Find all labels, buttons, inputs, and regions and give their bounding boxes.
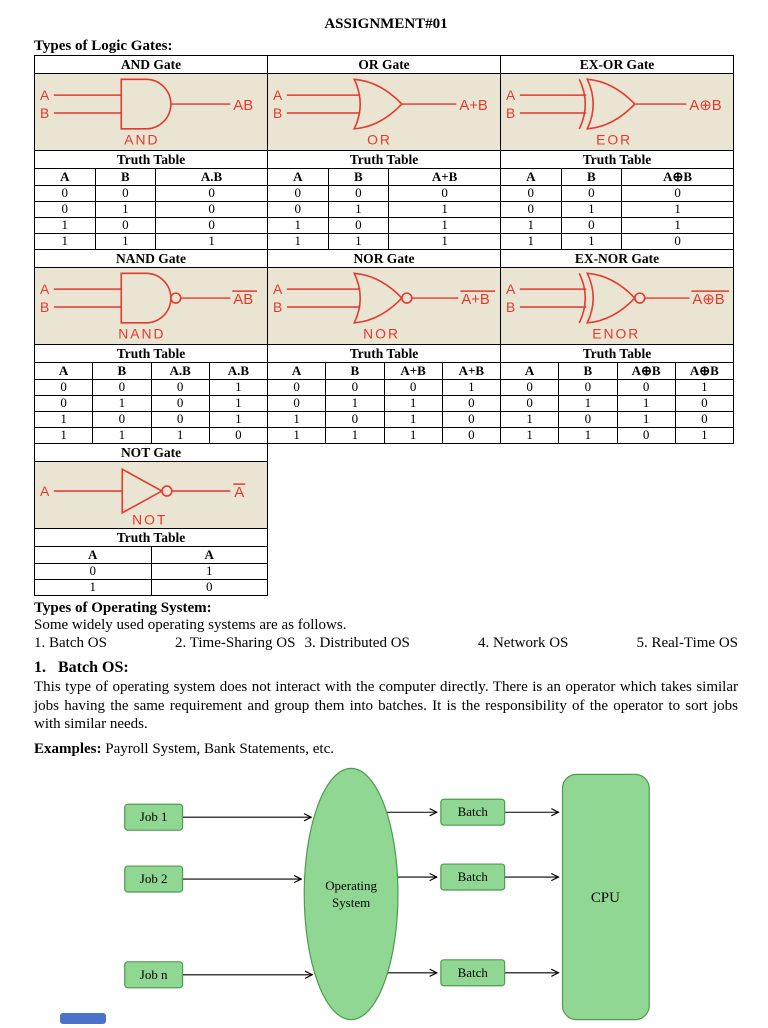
nand-gate-shape (121, 273, 171, 323)
truth-table-cell: 1 (35, 412, 93, 428)
truth-table-body (35, 547, 268, 596)
batch-os-heading (34, 659, 738, 677)
truth-table-header-cell: A+B (389, 169, 501, 186)
truth-table-cell: 1 (151, 428, 209, 444)
truth-table-cell: 1 (501, 428, 559, 444)
gate-type-label: NOT (132, 511, 168, 528)
truth-table-header-cell: A (501, 169, 562, 186)
truth-table-cell: 1 (561, 202, 622, 218)
batch-node-3 (441, 960, 505, 986)
truth-table-header-cell: A (268, 169, 329, 186)
os-list-item: 3. Distributed OS (304, 635, 410, 651)
xor-gate-shape (587, 79, 635, 129)
nand-gate-block (34, 249, 268, 444)
truth-table-cell: 1 (559, 396, 617, 412)
truth-table-cell: 1 (328, 202, 389, 218)
truth-table-header-cell: B (559, 363, 617, 380)
examples-text: Payroll System, Bank Statements, etc. (105, 740, 334, 757)
truth-table-row (501, 202, 734, 218)
gates-row-1 (34, 55, 738, 250)
truth-table-cell: 1 (501, 218, 562, 234)
truth-table-row (501, 218, 734, 234)
truth-table-title: Truth Table (35, 529, 268, 547)
batch-os-diagram (34, 762, 732, 1028)
nor-gate-shape (354, 273, 402, 323)
truth-table-cell: 0 (501, 396, 559, 412)
and-gate-diagram (35, 74, 268, 151)
truth-table-cell: 1 (326, 396, 384, 412)
gate-type-label: AND (124, 131, 160, 148)
xnor-gate-svg (501, 268, 733, 344)
truth-table-row (501, 186, 734, 202)
truth-table-body (35, 363, 268, 444)
gates-row-2 (34, 249, 738, 444)
batch-os-paragraph: This type of operating system does not interact with the computer directly. There is an operator which takes similar jobs having the same requirement and group them into batches. It is the responsibility of the operator to sort jobs with similar needs. (34, 679, 738, 733)
truth-table-cell: 0 (151, 380, 209, 396)
cpu-node (562, 774, 649, 1019)
or-gate-diagram (268, 74, 501, 151)
truth-table-cell: 0 (617, 380, 675, 396)
batch-node-1 (441, 799, 505, 825)
gate-type-label: OR (367, 131, 392, 148)
truth-table-cell: 0 (268, 202, 329, 218)
input-b-label: B (272, 298, 283, 315)
truth-table-cell: 1 (151, 564, 268, 580)
truth-table-header-cell: B (328, 169, 389, 186)
truth-table-cell: 0 (328, 186, 389, 202)
truth-table-row (35, 396, 268, 412)
output-label: AB (233, 292, 254, 309)
truth-table-cell: 1 (209, 396, 267, 412)
truth-table-cell: 1 (93, 396, 151, 412)
batch-os-number: 1. (34, 659, 46, 676)
truth-table-header-cell: A (268, 363, 326, 380)
input-a-label: A (39, 87, 50, 104)
os-label-line2: System (332, 894, 371, 910)
output-label: AB (233, 98, 254, 115)
xnor-extra-arc (579, 273, 585, 323)
truth-table-row (501, 428, 734, 444)
truth-table-cell: 0 (35, 564, 152, 580)
os-list-item: 2. Time-Sharing OS (175, 635, 296, 651)
truth-table-cell: 1 (561, 234, 622, 250)
truth-table-row (35, 412, 268, 428)
truth-table-cell: 1 (209, 380, 267, 396)
truth-table-header-cell: A (35, 363, 93, 380)
gate-type-label: NAND (118, 325, 166, 342)
truth-table-cell: 1 (622, 202, 734, 218)
truth-table-cell: 1 (156, 234, 268, 250)
input-b-label: B (505, 298, 516, 315)
examples-line (34, 741, 738, 758)
or-gate-svg (268, 74, 500, 150)
truth-table-body (268, 169, 501, 250)
truth-table-cell: 0 (35, 186, 96, 202)
batch-label: Batch (457, 804, 488, 820)
output-label: A⊕B (692, 292, 725, 309)
gate-type-label: NOR (363, 325, 400, 342)
truth-table-cell: 1 (559, 428, 617, 444)
truth-table-cell: 0 (93, 412, 151, 428)
truth-table-row (35, 218, 268, 234)
truth-table-body (501, 169, 734, 250)
truth-table-body (35, 169, 268, 250)
truth-table-cell: 0 (384, 380, 442, 396)
truth-table-row (501, 380, 734, 396)
batch-label: Batch (457, 868, 488, 884)
truth-table-cell: 1 (326, 428, 384, 444)
output-label: A⊕B (689, 98, 722, 115)
truth-table-row (268, 396, 501, 412)
truth-table-cell: 0 (156, 186, 268, 202)
truth-table-header-row (35, 169, 268, 186)
gate-wires (54, 484, 245, 491)
truth-table-header-cell: A.B (151, 363, 209, 380)
truth-table-cell: 1 (35, 218, 96, 234)
truth-table-header-row (268, 363, 501, 380)
xnor-gate-block (500, 249, 734, 444)
truth-table-body (268, 363, 501, 444)
truth-table-header-cell: A (501, 363, 559, 380)
nor-gate-svg (268, 268, 500, 344)
truth-table-row (268, 234, 501, 250)
input-a-label: A (39, 281, 50, 298)
truth-table-cell: 1 (95, 234, 156, 250)
truth-table-cell: 1 (35, 580, 152, 596)
job-node-n (125, 962, 183, 988)
truth-table-header-cell: A⊕B (675, 363, 733, 380)
truth-table-header-cell: B (326, 363, 384, 380)
input-b-label: B (272, 104, 283, 121)
truth-table-cell: 1 (384, 428, 442, 444)
truth-table-cell: 1 (675, 428, 733, 444)
truth-table-header-cell: A+B (384, 363, 442, 380)
not-gate-svg (35, 462, 267, 528)
truth-table-header-cell: B (561, 169, 622, 186)
gate-wires (520, 95, 687, 113)
gate-name: OR Gate (268, 56, 501, 74)
truth-table-row (35, 380, 268, 396)
truth-table-cell: 1 (389, 202, 501, 218)
input-a-label: A (505, 87, 516, 104)
logic-gates-heading: Types of Logic Gates: (34, 38, 173, 54)
truth-table-cell: 1 (622, 218, 734, 234)
truth-table-cell: 0 (156, 218, 268, 234)
truth-table-body (501, 363, 734, 444)
gate-name: NOT Gate (35, 444, 268, 462)
output-label: A (234, 484, 245, 501)
xnor-gate-diagram (501, 268, 734, 345)
truth-table-row (501, 396, 734, 412)
truth-table-cell: 1 (501, 234, 562, 250)
truth-table-header-cell: A⊕B (617, 363, 675, 380)
truth-table-cell: 0 (326, 380, 384, 396)
truth-table-row (35, 428, 268, 444)
truth-table-cell: 0 (675, 412, 733, 428)
batch-os-title: Batch OS: (58, 659, 129, 676)
truth-table-header-row (35, 547, 268, 564)
nor-gate-diagram (268, 268, 501, 345)
gate-name: EX-NOR Gate (501, 250, 734, 268)
os-label-line1: Operating (325, 877, 377, 893)
truth-table-cell: 0 (559, 380, 617, 396)
truth-table-cell: 1 (268, 428, 326, 444)
truth-table-header-row (35, 363, 268, 380)
truth-table-cell: 0 (35, 202, 96, 218)
truth-table-cell: 1 (35, 428, 93, 444)
truth-table-cell: 0 (156, 202, 268, 218)
truth-table-row (268, 186, 501, 202)
gate-type-label: EOR (596, 131, 633, 148)
os-list-item: 1. Batch OS (34, 635, 107, 651)
page-title: ASSIGNMENT#01 (324, 16, 448, 32)
truth-table-cell: 0 (326, 412, 384, 428)
truth-table-row (268, 380, 501, 396)
truth-table-cell: 0 (151, 396, 209, 412)
operating-system-node (304, 768, 398, 1019)
and-gate-svg (35, 74, 267, 150)
os-list-item: 4. Network OS (477, 635, 569, 651)
truth-table-cell: 0 (622, 234, 734, 250)
truth-table-cell: 1 (389, 234, 501, 250)
nand-gate-diagram (35, 268, 268, 345)
inverter-bubble (402, 293, 412, 303)
truth-table-cell: 0 (442, 412, 500, 428)
input-a-label: A (39, 482, 50, 499)
truth-table-header-cell: A.B (156, 169, 268, 186)
and-gate-block (34, 55, 268, 250)
os-list (34, 635, 738, 652)
truth-table-header-cell: B (95, 169, 156, 186)
truth-table-cell: 1 (93, 428, 151, 444)
job-node-2 (125, 866, 183, 892)
truth-table-cell: 0 (95, 186, 156, 202)
truth-table-title: Truth Table (268, 151, 501, 169)
truth-table-cell: 0 (35, 396, 93, 412)
xor-gate-diagram (501, 74, 734, 151)
input-b-label: B (39, 298, 50, 315)
truth-table-cell: 0 (501, 380, 559, 396)
truth-table-cell: 0 (95, 218, 156, 234)
job-label: Job 1 (139, 808, 168, 824)
cpu-label: CPU (590, 889, 620, 906)
truth-table-cell: 0 (209, 428, 267, 444)
input-a-label: A (272, 281, 283, 298)
truth-table-cell: 0 (617, 428, 675, 444)
output-label: A+B (461, 292, 490, 309)
nand-gate-svg (35, 268, 267, 344)
truth-table-cell: 0 (675, 396, 733, 412)
or-gate-shape (354, 79, 402, 129)
os-heading: Types of Operating System: (34, 600, 212, 616)
not-gate-block (34, 443, 268, 596)
truth-table-cell: 0 (561, 186, 622, 202)
truth-table-row (268, 428, 501, 444)
truth-table-cell: 1 (675, 380, 733, 396)
not-gate-row (34, 443, 738, 596)
truth-table-cell: 0 (93, 380, 151, 396)
gate-wires (54, 95, 230, 113)
truth-table-cell: 1 (268, 412, 326, 428)
truth-table-header-cell: B (93, 363, 151, 380)
truth-table-cell: 0 (268, 396, 326, 412)
truth-table-cell: 0 (442, 428, 500, 444)
truth-table-cell: 0 (35, 380, 93, 396)
truth-table-row (501, 234, 734, 250)
truth-table-header-cell: A⊕B (622, 169, 734, 186)
truth-table-cell: 1 (389, 218, 501, 234)
truth-table-cell: 0 (501, 202, 562, 218)
truth-table-row (35, 234, 268, 250)
truth-table-row (501, 412, 734, 428)
input-a-label: A (505, 281, 516, 298)
or-gate-block (267, 55, 501, 250)
nor-gate-block (267, 249, 501, 444)
gate-type-label: ENOR (592, 325, 641, 342)
truth-table-cell: 0 (559, 412, 617, 428)
gate-wires (54, 289, 257, 307)
truth-table-title: Truth Table (501, 151, 734, 169)
truth-table-cell: 0 (268, 380, 326, 396)
truth-table-row (35, 186, 268, 202)
input-a-label: A (272, 87, 283, 104)
xor-extra-arc (579, 79, 585, 129)
truth-table-cell: 1 (617, 396, 675, 412)
output-label: A+B (459, 98, 488, 115)
truth-table-header-cell: A (35, 169, 96, 186)
truth-table-cell: 1 (35, 234, 96, 250)
next-page-partial-element (60, 1013, 106, 1024)
input-b-label: B (39, 104, 50, 121)
truth-table-cell: 0 (268, 186, 329, 202)
truth-table-cell: 0 (151, 412, 209, 428)
truth-table-title: Truth Table (35, 345, 268, 363)
input-b-label: B (505, 104, 516, 121)
examples-label: Examples: (34, 740, 102, 757)
truth-table-header-cell: A (35, 547, 152, 564)
truth-table-cell: 0 (501, 186, 562, 202)
truth-table-cell: 1 (501, 412, 559, 428)
job-label: Job n (139, 966, 168, 982)
truth-table-row (35, 580, 268, 596)
truth-table-row (35, 564, 268, 580)
gate-name: NAND Gate (35, 250, 268, 268)
truth-table-cell: 1 (384, 412, 442, 428)
truth-table-title: Truth Table (268, 345, 501, 363)
gate-name: AND Gate (35, 56, 268, 74)
truth-table-header-cell: A+B (442, 363, 500, 380)
truth-table-cell: 1 (95, 202, 156, 218)
truth-table-header-cell: $\overline{A}$ (151, 547, 268, 564)
truth-table-cell: 1 (209, 412, 267, 428)
inverter-bubble (171, 293, 181, 303)
xor-gate-block (500, 55, 734, 250)
truth-table-title: Truth Table (35, 151, 268, 169)
truth-table-header-row (501, 363, 734, 380)
job-label: Job 2 (139, 870, 168, 886)
truth-table-cell: 0 (328, 218, 389, 234)
truth-table-row (268, 412, 501, 428)
xor-gate-svg (501, 74, 733, 150)
truth-table-cell: 1 (328, 234, 389, 250)
job-node-1 (125, 804, 183, 830)
inverter-bubble (635, 293, 645, 303)
truth-table-row (268, 218, 501, 234)
truth-table-cell: 1 (442, 380, 500, 396)
os-intro: Some widely used operating systems are as follows. (34, 617, 347, 633)
truth-table-cell: 0 (622, 186, 734, 202)
batch-label: Batch (457, 964, 488, 980)
not-gate-shape (122, 469, 162, 513)
gate-wires (287, 95, 457, 113)
truth-table-cell: 0 (561, 218, 622, 234)
gate-name: NOR Gate (268, 250, 501, 268)
batch-node-2 (441, 864, 505, 890)
truth-table-cell: 0 (442, 396, 500, 412)
gate-name: EX-OR Gate (501, 56, 734, 74)
truth-table-header-row (501, 169, 734, 186)
truth-table-cell: 1 (268, 234, 329, 250)
truth-table-cell: 1 (617, 412, 675, 428)
truth-table-header-cell: A.B (209, 363, 267, 380)
os-list-item: 5. Real-Time OS (636, 635, 738, 651)
truth-table-title: Truth Table (501, 345, 734, 363)
xnor-gate-shape (587, 273, 635, 323)
truth-table-row (268, 202, 501, 218)
truth-table-cell: 1 (268, 218, 329, 234)
truth-table-header-row (268, 169, 501, 186)
truth-table-cell: 0 (389, 186, 501, 202)
not-gate-diagram (35, 462, 268, 529)
and-gate-shape (121, 79, 171, 129)
truth-table-cell: 0 (151, 580, 268, 596)
truth-table-row (35, 202, 268, 218)
truth-table-cell: 1 (384, 396, 442, 412)
